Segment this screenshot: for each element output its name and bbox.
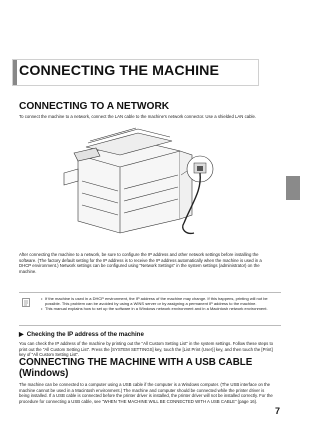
note-list: [41, 296, 277, 311]
machine-lan-illustration: [60, 111, 220, 239]
section-title-network: CONNECTING TO A NETWORK: [19, 101, 170, 112]
subsection-title-text: Checking the IP address of the machine: [26, 331, 144, 338]
note-item: • If the machine is used in a DHCP environment, the IP address of the machine may change. If this happens, printing will not be possible. This problem can be avoided by using a WINS server or by assigning a permanent IP address to the machine.: [41, 296, 277, 306]
network-after-text: After connecting the machine to a network, be sure to configure the IP address and other network settings before installing the software. (The factory default setting for the IP address is to receive the IP address automatically when the machine is used in a DHCP environment.) Network settings can be configured using "Network Settings" in the system settings (administrator) on the machine.: [19, 252, 262, 274]
chapter-thumb-tab: [286, 176, 300, 200]
subsection-body-text: You can check the IP address of the machine by printing out the "All Custom Setting List" in the system settings. Follow these steps to print out the "All Custom Setting List". Press the [SYSTEM SETTINGS] key, touch the [List Print (User)] key, and then touch the [Print] key of "All Custom Setting List".: [19, 341, 274, 358]
note-icon: [22, 298, 31, 307]
usb-body-text: The machine can be connected to a computer using a USB cable if the computer is a Windows computer. (The USB interface on the machine cannot be used in a Macintosh environment.) The machine and computer should be connected while the printer driver is being installed. If a USB cable is connected before the printer driver is installed, the printer driver will not be installed correctly. For the procedure for connecting a USB cable, see "WHEN THE MACHINE WILL BE CONNECTED WITH A USB CABLE" (page 16).: [19, 382, 273, 404]
banner-accent-bar: [13, 60, 17, 85]
section-title-usb-line2: (Windows): [19, 368, 69, 379]
chapter-title: CONNECTING THE MACHINE: [19, 63, 220, 79]
section-title-usb-line1: CONNECTING THE MACHINE WITH A USB CABLE: [19, 357, 253, 368]
section-title-usb: [19, 357, 252, 379]
note-item: • This manual explains how to set up the software in a Windows network environment and in a Macintosh network environment.: [41, 306, 277, 311]
triangle-right-icon: ▶: [19, 331, 24, 338]
network-intro-text: To connect the machine to a network, connect the LAN cable to the machine's network connector. Use a shielded LAN cable.: [19, 114, 257, 119]
subsection-title: [19, 331, 144, 338]
page-number: 7: [274, 406, 280, 416]
note-box: [19, 292, 281, 326]
